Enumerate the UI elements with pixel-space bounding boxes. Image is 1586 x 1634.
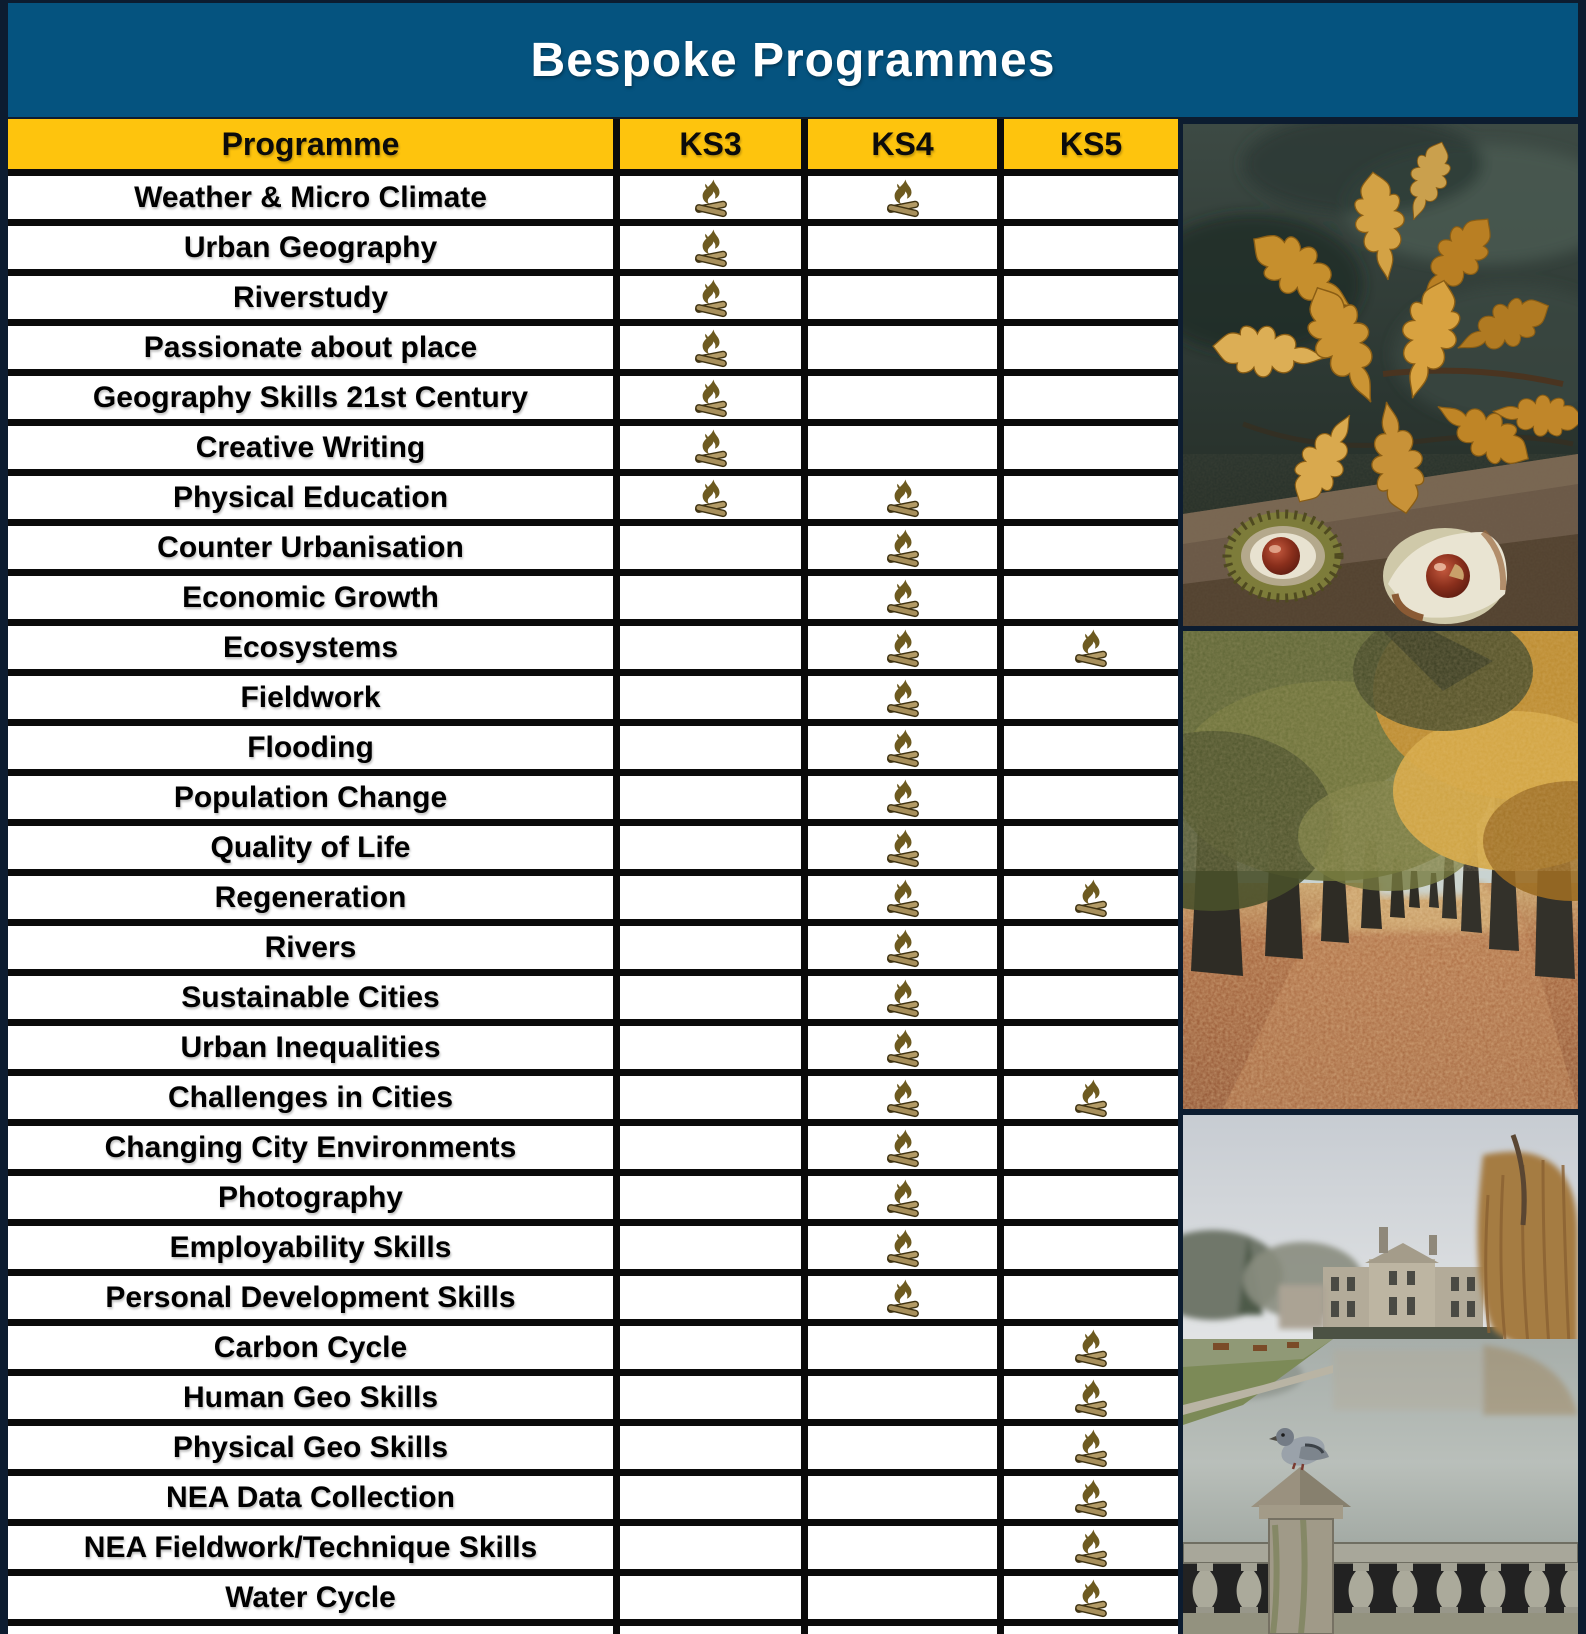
campfire-icon bbox=[883, 1178, 923, 1218]
conker-husk bbox=[1383, 528, 1507, 624]
campfire-icon bbox=[883, 628, 923, 668]
tree-avenue-photo bbox=[1183, 631, 1578, 1109]
ks4-cell bbox=[808, 1176, 997, 1219]
page-title: Bespoke Programmes bbox=[530, 33, 1056, 87]
ks5-cell bbox=[1004, 1226, 1178, 1269]
column-header-ks4: KS4 bbox=[808, 119, 997, 169]
ks5-cell bbox=[1004, 976, 1178, 1019]
campfire-icon bbox=[1071, 1528, 1111, 1568]
programme-cell: Weather & Micro Climate bbox=[8, 176, 613, 219]
ks5-cell bbox=[1004, 376, 1178, 419]
ks4-cell bbox=[808, 576, 997, 619]
ks3-cell bbox=[620, 426, 801, 469]
ks3-cell bbox=[620, 976, 801, 1019]
ks3-cell bbox=[620, 1376, 801, 1419]
campfire-icon bbox=[1071, 1478, 1111, 1518]
ks4-cell bbox=[808, 376, 997, 419]
programme-cell: Quality of Life bbox=[8, 826, 613, 869]
campfire-icon bbox=[691, 178, 731, 218]
ks5-cell bbox=[1004, 626, 1178, 669]
campfire-icon bbox=[1071, 1578, 1111, 1618]
ks5-cell bbox=[1004, 776, 1178, 819]
ks3-cell bbox=[620, 776, 801, 819]
ks5-cell bbox=[1004, 1276, 1178, 1319]
ks3-cell bbox=[620, 926, 801, 969]
ks4-cell bbox=[808, 1076, 997, 1119]
ks3-cell bbox=[620, 1576, 801, 1619]
ks4-cell bbox=[808, 1426, 997, 1469]
ks5-cell bbox=[1004, 1426, 1178, 1469]
campfire-icon bbox=[1071, 1078, 1111, 1118]
ks3-cell bbox=[620, 526, 801, 569]
ks3-cell bbox=[620, 1076, 801, 1119]
column-header-ks5: KS5 bbox=[1004, 119, 1178, 169]
ks5-cell bbox=[1004, 176, 1178, 219]
programme-cell: Passionate about place bbox=[8, 326, 613, 369]
ks3-cell bbox=[620, 376, 801, 419]
campfire-icon bbox=[691, 228, 731, 268]
campfire-icon bbox=[883, 178, 923, 218]
campfire-icon bbox=[883, 1228, 923, 1268]
campfire-icon bbox=[1071, 1428, 1111, 1468]
campfire-icon bbox=[883, 978, 923, 1018]
ks3-cell bbox=[620, 226, 801, 269]
programme-cell: Economic Growth bbox=[8, 576, 613, 619]
programme-cell: Flooding bbox=[8, 726, 613, 769]
clipped-row-cell bbox=[808, 1626, 997, 1634]
ks4-cell bbox=[808, 876, 997, 919]
ks5-cell bbox=[1004, 1376, 1178, 1419]
clipped-row-cell bbox=[8, 1626, 613, 1634]
campfire-icon bbox=[883, 878, 923, 918]
campfire-icon bbox=[883, 728, 923, 768]
campfire-icon bbox=[1071, 878, 1111, 918]
programme-cell: Rivers bbox=[8, 926, 613, 969]
ks4-cell bbox=[808, 726, 997, 769]
ks4-cell bbox=[808, 226, 997, 269]
ks3-cell bbox=[620, 676, 801, 719]
campfire-icon bbox=[883, 528, 923, 568]
campfire-icon bbox=[883, 578, 923, 618]
ks5-cell bbox=[1004, 876, 1178, 919]
ks5-cell bbox=[1004, 526, 1178, 569]
ks5-cell bbox=[1004, 576, 1178, 619]
ks3-cell bbox=[620, 176, 801, 219]
programme-cell: Water Cycle bbox=[8, 1576, 613, 1619]
ks5-cell bbox=[1004, 1076, 1178, 1119]
ks3-cell bbox=[620, 626, 801, 669]
ks4-cell bbox=[808, 1326, 997, 1369]
campfire-icon bbox=[1071, 1328, 1111, 1368]
campfire-icon bbox=[691, 278, 731, 318]
programme-cell: Counter Urbanisation bbox=[8, 526, 613, 569]
programme-cell: Fieldwork bbox=[8, 676, 613, 719]
ks4-cell bbox=[808, 276, 997, 319]
campfire-icon bbox=[691, 328, 731, 368]
ks3-cell bbox=[620, 876, 801, 919]
programme-cell: Physical Education bbox=[8, 476, 613, 519]
ks3-cell bbox=[620, 276, 801, 319]
programme-cell: Human Geo Skills bbox=[8, 1376, 613, 1419]
ks5-cell bbox=[1004, 676, 1178, 719]
ks5-cell bbox=[1004, 276, 1178, 319]
ks5-cell bbox=[1004, 726, 1178, 769]
ks5-cell bbox=[1004, 1476, 1178, 1519]
ks3-cell bbox=[620, 1176, 801, 1219]
ks3-cell bbox=[620, 326, 801, 369]
campfire-icon bbox=[883, 928, 923, 968]
ks5-cell bbox=[1004, 1326, 1178, 1369]
programme-cell: Employability Skills bbox=[8, 1226, 613, 1269]
ks4-cell bbox=[808, 326, 997, 369]
ks5-cell bbox=[1004, 476, 1178, 519]
campfire-icon bbox=[883, 828, 923, 868]
ks4-cell bbox=[808, 676, 997, 719]
programme-cell: Physical Geo Skills bbox=[8, 1426, 613, 1469]
programme-cell: Creative Writing bbox=[8, 426, 613, 469]
ks3-cell bbox=[620, 1226, 801, 1269]
programme-cell: Carbon Cycle bbox=[8, 1326, 613, 1369]
ks5-cell bbox=[1004, 426, 1178, 469]
programme-cell: Photography bbox=[8, 1176, 613, 1219]
programme-cell: NEA Data Collection bbox=[8, 1476, 613, 1519]
ks3-cell bbox=[620, 1526, 801, 1569]
campfire-icon bbox=[691, 378, 731, 418]
ks4-cell bbox=[808, 1026, 997, 1069]
title-banner bbox=[8, 3, 1578, 117]
programme-cell: Challenges in Cities bbox=[8, 1076, 613, 1119]
campfire-icon bbox=[1071, 628, 1111, 668]
ks4-cell bbox=[808, 926, 997, 969]
ks5-cell bbox=[1004, 1126, 1178, 1169]
programme-cell: Changing City Environments bbox=[8, 1126, 613, 1169]
ks5-cell bbox=[1004, 826, 1178, 869]
programme-cell: Urban Geography bbox=[8, 226, 613, 269]
column-header-programme: Programme bbox=[8, 119, 613, 169]
ks5-cell bbox=[1004, 326, 1178, 369]
programme-cell: Urban Inequalities bbox=[8, 1026, 613, 1069]
programme-cell: Population Change bbox=[8, 776, 613, 819]
programme-cell: Regeneration bbox=[8, 876, 613, 919]
ks3-cell bbox=[620, 1026, 801, 1069]
conker-husk bbox=[1225, 512, 1341, 600]
column-header-ks3: KS3 bbox=[620, 119, 801, 169]
pond-balustrade-photo bbox=[1183, 1115, 1578, 1634]
ks5-cell bbox=[1004, 1576, 1178, 1619]
ks4-cell bbox=[808, 1576, 997, 1619]
programme-cell: NEA Fieldwork/Technique Skills bbox=[8, 1526, 613, 1569]
ks4-cell bbox=[808, 1126, 997, 1169]
campfire-icon bbox=[883, 1028, 923, 1068]
programme-cell: Sustainable Cities bbox=[8, 976, 613, 1019]
ks5-cell bbox=[1004, 1526, 1178, 1569]
campfire-icon bbox=[883, 678, 923, 718]
ks4-cell bbox=[808, 476, 997, 519]
campfire-icon bbox=[691, 478, 731, 518]
clipped-row-cell bbox=[620, 1626, 801, 1634]
campfire-icon bbox=[883, 478, 923, 518]
programme-cell: Geography Skills 21st Century bbox=[8, 376, 613, 419]
programme-cell: Ecosystems bbox=[8, 626, 613, 669]
autumn-oak-leaves-photo bbox=[1183, 124, 1578, 626]
ks3-cell bbox=[620, 1476, 801, 1519]
clipped-row-cell bbox=[1004, 1626, 1178, 1634]
ks5-cell bbox=[1004, 926, 1178, 969]
ks5-cell bbox=[1004, 1176, 1178, 1219]
ks4-cell bbox=[808, 1376, 997, 1419]
ks4-cell bbox=[808, 176, 997, 219]
ks4-cell bbox=[808, 426, 997, 469]
ks3-cell bbox=[620, 726, 801, 769]
ks3-cell bbox=[620, 1276, 801, 1319]
programme-cell: Riverstudy bbox=[8, 276, 613, 319]
ks4-cell bbox=[808, 776, 997, 819]
ks3-cell bbox=[620, 576, 801, 619]
ks4-cell bbox=[808, 626, 997, 669]
ks4-cell bbox=[808, 1476, 997, 1519]
ks3-cell bbox=[620, 476, 801, 519]
campfire-icon bbox=[1071, 1378, 1111, 1418]
weeping-willow bbox=[1477, 1135, 1578, 1351]
ks4-cell bbox=[808, 1526, 997, 1569]
ks3-cell bbox=[620, 1326, 801, 1369]
ks4-cell bbox=[808, 1226, 997, 1269]
campfire-icon bbox=[883, 778, 923, 818]
campfire-icon bbox=[883, 1278, 923, 1318]
programmes-table bbox=[8, 119, 1178, 1634]
ks3-cell bbox=[620, 1126, 801, 1169]
ks5-cell bbox=[1004, 1026, 1178, 1069]
ks5-cell bbox=[1004, 226, 1178, 269]
ks4-cell bbox=[808, 826, 997, 869]
campfire-icon bbox=[883, 1078, 923, 1118]
ks4-cell bbox=[808, 1276, 997, 1319]
ks3-cell bbox=[620, 826, 801, 869]
photo-strip bbox=[1183, 124, 1578, 1634]
campfire-icon bbox=[883, 1128, 923, 1168]
ks3-cell bbox=[620, 1426, 801, 1469]
ks4-cell bbox=[808, 976, 997, 1019]
campfire-icon bbox=[691, 428, 731, 468]
programme-cell: Personal Development Skills bbox=[8, 1276, 613, 1319]
ks4-cell bbox=[808, 526, 997, 569]
